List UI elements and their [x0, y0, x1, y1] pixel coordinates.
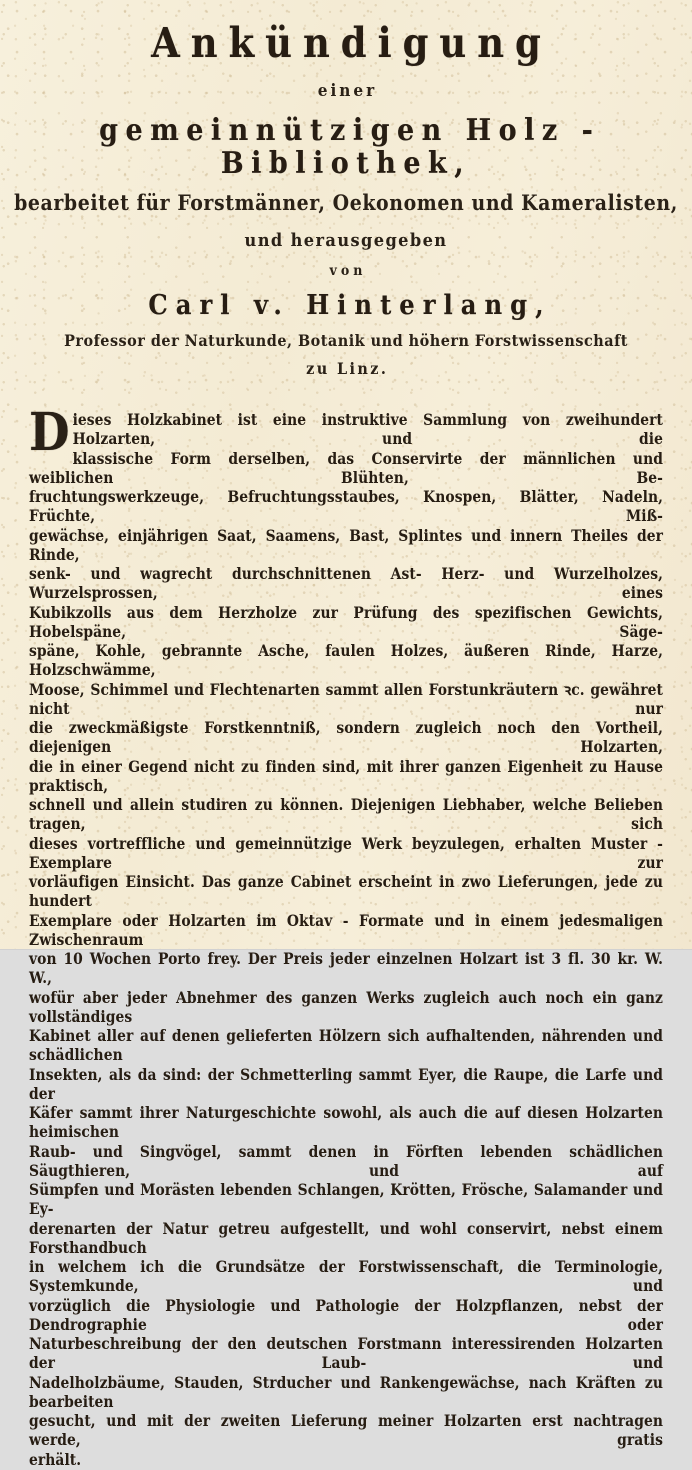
body-line: fruchtungswerkzeuge, Befruchtungsstaubes, Knospen, Blätter, Nadeln, Früchte, Miß- [29, 488, 663, 526]
body-line: gesucht, und mit der zweiten Lieferung meiner Holzarten erst nachtragen werde, gratis [29, 1412, 663, 1450]
author-name: Carl v. Hinterlang, [148, 290, 552, 322]
body-block [29, 402, 663, 1470]
body-line: die zweckmäßigste Forstkenntniß, sondern zugleich noch den Vortheil, diejenigen Holzarten, [29, 719, 663, 757]
body-line: Raub- und Singvögel, sammt denen in Förften lebenden schädlichen Säugthieren, und auf [29, 1142, 663, 1180]
body-line: klassische Form derselben, das Conservirte der männlichen und weiblichen Blühten, Be- [29, 449, 663, 487]
body-line: von 10 Wochen Porto frey. Der Preis jeder einzelnen Holzart ist 3 fl. 30 kr. W. W., [29, 950, 663, 988]
title-audience: bearbeitet für Forstmänner, Oekonomen und Kameralisten, [14, 190, 678, 216]
body-line: dieses vortreffliche und gemeinnützige Werk beyzulegen, erhalten Muster - Exemplare zur [29, 834, 663, 872]
body-line: die in einer Gegend nicht zu finden sind, mit ihrer ganzen Eigenheit zu Hause praktisch, [29, 757, 663, 795]
body-line: senk- und wagrecht durchschnittenen Ast- Herz- und Wurzelholzes, Wurzelsprossen, eines [29, 565, 663, 603]
author-place: zu Linz. [306, 359, 389, 379]
body-line: vorläufigen Einsicht. Das ganze Cabinet erscheint in zwo Lieferungen, jede zu hundert [29, 873, 663, 911]
body-line: derenarten der Natur getreu aufgestellt, und wohl conservirt, nebst einem Forsthandbuch [29, 1219, 663, 1257]
body-line: vorzüglich die Physiologie und Pathologie der Holzpflanzen, nebst der Dendrographie oder [29, 1296, 663, 1334]
body-line: Käfer sammt ihrer Naturgeschichte sowohl, als auch die auf diesen Holzarten heimischen [29, 1104, 663, 1142]
body-line: Sümpfen und Morästen lebenden Schlangen, Krötten, Frösche, Salamander und Ey- [29, 1181, 663, 1219]
title-by-label: von [329, 263, 367, 280]
title-subject: gemeinnützigen Holz - Bibliothek, [99, 113, 601, 182]
body-line: Naturbeschreibung der den deutschen Forstmann interessirenden Holzarten der Laub- und [29, 1335, 663, 1373]
body-line: Insekten, als da sind: der Schmetterling sammt Eyer, die Raupe, die Larfe und der [29, 1065, 663, 1103]
body-line: gewächse, einjährigen Saat, Saamens, Bast, Splintes und innern Theiles der Rinde, [29, 526, 663, 564]
body-line: erhält. [29, 1450, 82, 1469]
body-line: späne, Kohle, gebrannte Asche, faulen Holzes, äußeren Rinde, Harze, Holzschwämme, [29, 642, 663, 680]
page-title: Ankündigung [151, 19, 552, 67]
author-role: Professor der Naturkunde, Botanik und höhern Forstwissenschaft [64, 330, 628, 350]
body-line: Moose, Schimmel und Flechtenarten sammt allen Forstunkräutern ꝛc. gewähret nicht nur [29, 680, 663, 718]
body-line: ieses Holzkabinet ist eine instruktive Sammlung von zweihundert Holzarten, und die [72, 411, 663, 449]
body-line: Exemplare oder Holzarten im Oktav - Formate und in einem jedesmaligen Zwischenraum [29, 911, 663, 949]
body-line: Kubikzolls aus dem Herzholze zur Prüfung des spezifischen Gewichts, Hobelspäne, Säge- [29, 603, 663, 641]
body-paragraph [29, 402, 663, 1470]
title-connector-einer: einer [317, 81, 378, 102]
title-published-line: und herausgegeben [244, 230, 448, 252]
drop-cap-initial: D [29, 402, 70, 463]
body-line: schnell und allein studiren zu können. Diejenigen Liebhaber, welche Belieben tragen, sich [29, 796, 663, 834]
body-line: Nadelholzbäume, Stauden, Strducher und Rankengewächse, nach Kräften zu bearbeiten [29, 1373, 663, 1411]
body-line: Kabinet aller auf denen gelieferten Hölzern sich aufhaltenden, nährenden und schädlichen [29, 1027, 663, 1065]
title-block [0, 0, 692, 378]
body-line: in welchem ich die Grundsätze der Forstwissenschaft, die Terminologie, Systemkunde, und [29, 1258, 663, 1296]
body-line: wofür aber jeder Abnehmer des ganzen Werks zugleich auch noch ein ganz vollständiges [29, 988, 663, 1026]
